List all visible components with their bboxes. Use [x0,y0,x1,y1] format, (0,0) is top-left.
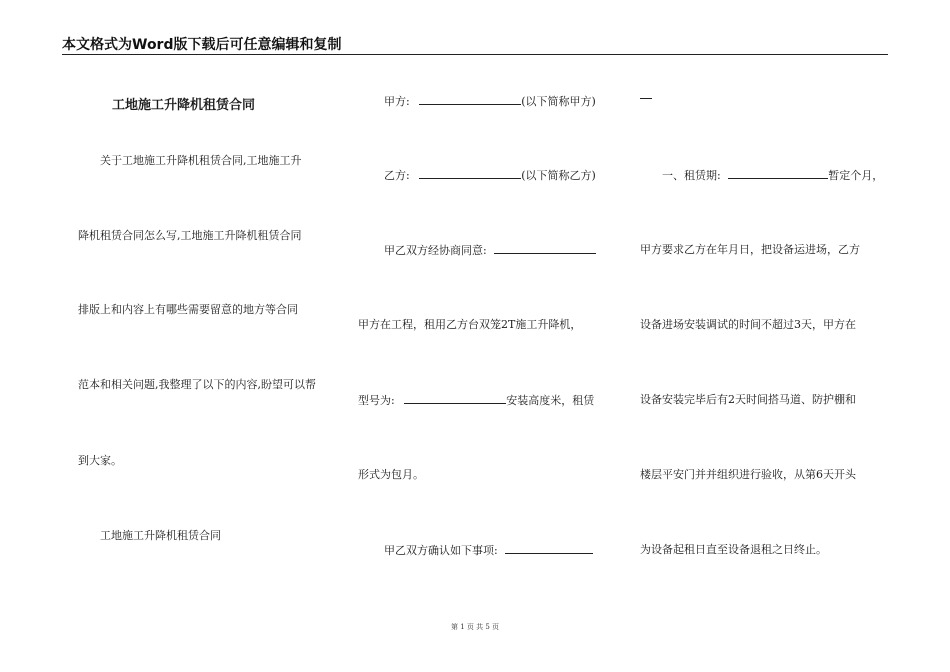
header-divider [62,54,888,55]
party-a-label: 甲方: [384,95,410,108]
intro-line: 到大家。 [78,454,122,467]
agreement-blank [494,243,596,254]
confirm-label: 甲乙双方确认如下事项: [384,544,498,557]
party-a-blank [419,94,521,105]
term-detail-line: 甲方要求乙方在年月日，把设备运进场，乙方 [640,243,860,256]
contract-subtitle: 工地施工升降机租赁合同 [100,529,221,542]
model-line [358,393,594,408]
document-title: 工地施工升降机租赁合同 [112,98,256,113]
term-detail-line: 设备进场安装调试的时间不超过3天，甲方在 [640,318,856,331]
term-suffix: 暂定个月， [828,169,884,182]
rent-line: 甲方在工程，租用乙方台双笼2T施工升降机， [358,318,582,331]
party-b-suffix: (以下简称乙方) [521,169,596,182]
intro-line: 范本和相关问题,我整理了以下的内容,盼望可以帮 [78,378,316,391]
confirm-blank [505,543,593,554]
party-a-line [384,94,596,109]
page-number: 第 1 页 共 5 页 [450,623,500,631]
term-detail-line: 设备安装完毕后有2天时间搭马道、防护棚和 [640,393,856,406]
party-a-suffix: (以下简称甲方) [521,95,596,108]
document-header-title: 本文格式为Word版下载后可任意编辑和复制 [62,37,342,53]
party-b-line [384,168,596,183]
intro-line: 关于工地施工升降机租赁合同,工地施工升 [100,154,302,167]
term-detail-line: 楼层平安门并并组织进行验收，从第6天开头 [640,468,856,481]
party-b-blank [419,168,521,179]
agreement-line [384,243,596,258]
intro-line: 排版上和内容上有哪些需要留意的地方等合同 [78,303,298,316]
term-label: 一、租赁期: [662,169,721,182]
confirm-line [384,543,593,558]
agreement-label: 甲乙双方经协商同意: [384,244,487,257]
term-blank [728,168,828,179]
model-suffix: 安装高度米，租赁 [506,394,595,407]
party-b-label: 乙方: [384,169,410,182]
model-blank [404,393,506,404]
term-line [662,168,883,183]
corner-mark [640,98,652,99]
model-label: 型号为: [358,394,395,407]
intro-line: 降机租赁合同怎么写,工地施工升降机租赁合同 [78,229,302,242]
term-detail-line: 为设备起租日直至设备退租之日终止。 [640,543,827,556]
form-line: 形式为包月。 [358,468,424,481]
